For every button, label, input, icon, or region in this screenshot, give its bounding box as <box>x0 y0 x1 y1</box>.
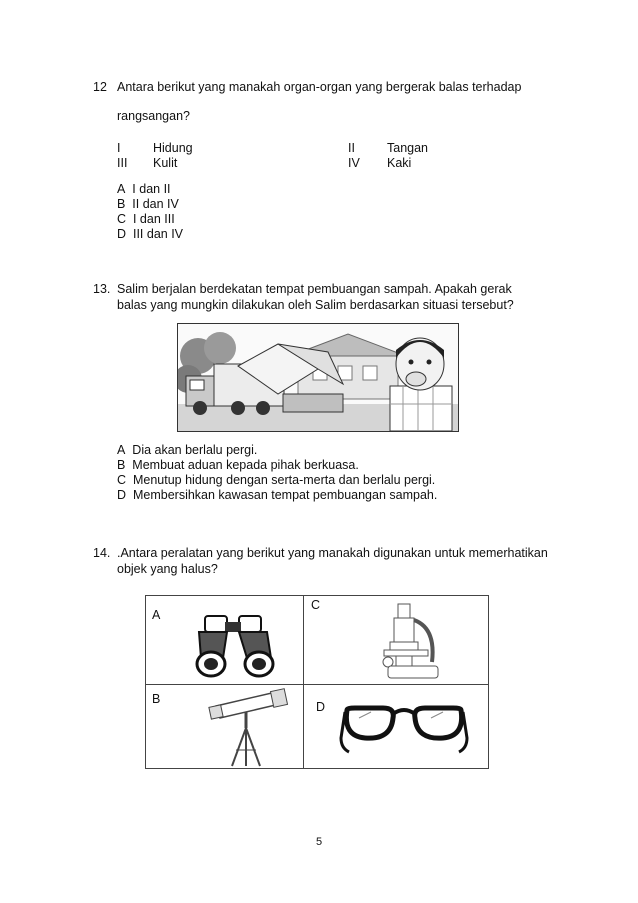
q12-text-line1: Antara berikut yang manakah organ-organ yang bergerak balas terhadap <box>117 80 522 94</box>
q12-item-label: Kulit <box>153 156 178 170</box>
q14-text-line2: objek yang halus? <box>117 562 218 576</box>
q13-option[interactable] <box>117 473 435 488</box>
q12-item-roman: IV <box>348 156 360 170</box>
q12-text-line2: rangsangan? <box>117 109 190 123</box>
q12-option[interactable] <box>117 212 175 227</box>
cell-letter-a[interactable]: A <box>152 608 161 622</box>
q12-number: 12 <box>93 80 107 94</box>
cell-letter-c[interactable]: C <box>311 598 321 612</box>
q12-item-roman: I <box>117 141 121 155</box>
option-letter: A <box>117 443 126 457</box>
option-letter: D <box>117 227 127 241</box>
option-letter: C <box>117 473 127 487</box>
q12-item-roman: III <box>117 156 128 170</box>
option-letter: B <box>117 197 126 211</box>
grid-divider <box>146 684 488 685</box>
option-text: Dia akan berlalu pergi. <box>132 443 258 457</box>
q12-option[interactable] <box>117 182 171 197</box>
option-text: I dan II <box>132 182 171 196</box>
telescope-icon <box>206 688 296 768</box>
option-text: Membuat aduan kepada pihak berkuasa. <box>132 458 359 472</box>
q12-option[interactable] <box>117 227 183 242</box>
q13-option[interactable] <box>117 458 359 473</box>
option-letter: A <box>117 182 126 196</box>
q13-number: 13. <box>93 282 111 296</box>
option-letter: D <box>117 488 127 502</box>
q13-option[interactable] <box>117 443 257 458</box>
q12-option[interactable] <box>117 197 179 212</box>
q13-option[interactable] <box>117 488 437 503</box>
q14-number: 14. <box>93 546 111 560</box>
q12-item-roman: II <box>348 141 355 155</box>
grid-divider <box>303 596 304 768</box>
garbage-scene-illustration <box>177 323 459 432</box>
spectacles-icon <box>339 696 469 756</box>
binoculars-icon <box>191 610 281 680</box>
option-text: II dan IV <box>132 197 179 211</box>
cell-letter-b[interactable]: B <box>152 692 161 706</box>
option-text: III dan IV <box>132 227 184 241</box>
q12-item-label: Kaki <box>387 156 412 170</box>
q14-text-line1: .Antara peralatan yang berikut yang manakah digunakan untuk memerhatikan <box>117 546 548 560</box>
option-text: Membersihkan kawasan tempat pembuangan sampah. <box>132 488 438 502</box>
q13-text-line2: balas yang mungkin dilakukan oleh Salim berdasarkan situasi tersebut? <box>117 298 514 312</box>
page-number: 5 <box>315 836 323 848</box>
q12-item-label: Tangan <box>387 141 429 155</box>
q12-item-label: Hidung <box>153 141 193 155</box>
option-letter: B <box>117 458 126 472</box>
answer-grid <box>145 595 489 769</box>
garbage-truck-boy-icon <box>178 324 458 431</box>
cell-letter-d[interactable]: D <box>316 700 326 714</box>
option-text: I dan III <box>132 212 175 226</box>
microscope-icon <box>374 600 454 684</box>
option-letter: C <box>117 212 127 226</box>
option-text: Menutup hidung dengan serta-merta dan berlalu pergi. <box>132 473 436 487</box>
q13-text-line1: Salim berjalan berdekatan tempat pembuangan sampah. Apakah gerak <box>117 282 512 296</box>
